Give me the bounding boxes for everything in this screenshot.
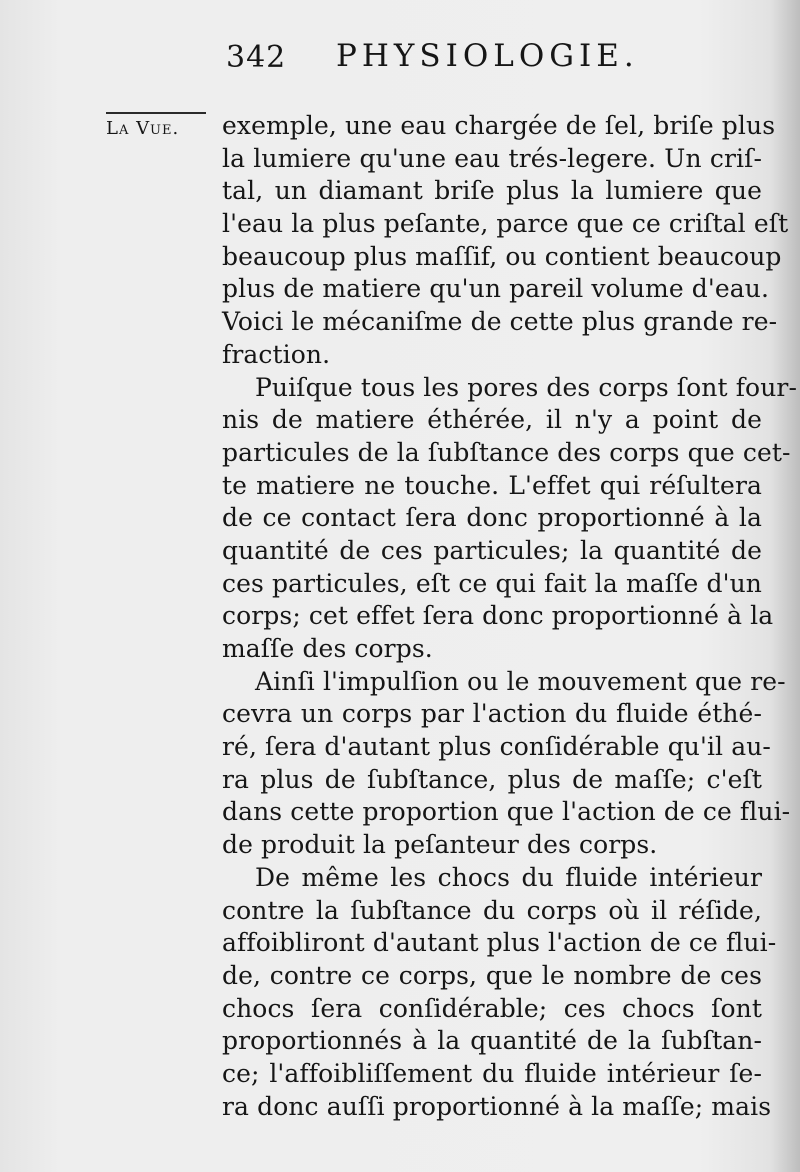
text-line: ré, ſera d'autant plus conſidérable qu'il au- — [222, 732, 771, 762]
text-line: nis de matiere éthérée, il n'y a point de — [222, 405, 762, 435]
body-text — [222, 110, 797, 1123]
text-line: exemple, une eau chargée de ſel, briſe plus — [222, 111, 776, 140]
text-line: affoibliront d'autant plus l'action de ce flui- — [222, 928, 777, 958]
text-line: fraction. — [222, 339, 331, 369]
text-line: ce; l'affoibliſſement du fluide intérieur ſe- — [222, 1058, 762, 1088]
margin-note: La Vue. — [106, 118, 180, 139]
text-line: corps; cet effet ſera donc proportionné à la — [222, 601, 774, 631]
text-line: ra plus de ſubſtance, plus de maſſe; c'eſt — [222, 764, 762, 794]
text-line: contre la ſubſtance du corps où il réſide, — [222, 895, 762, 925]
running-title: PHYSIOLOGIE. — [336, 38, 639, 74]
text-line: Voici le mécaniſme de cette plus grande re- — [222, 307, 778, 337]
text-line: de produit la peſanteur des corps. — [222, 830, 658, 860]
text-line: cevra un corps par l'action du fluide éthé- — [222, 699, 762, 729]
text-line: ces particules, eſt ce qui fait la maſſe d'un — [222, 568, 762, 598]
text-line: tal, un diamant briſe plus la lumiere que — [222, 176, 762, 206]
text-line: chocs ſera conſidérable; ces chocs ſont — [222, 993, 762, 1023]
text-line: ra donc auſſi proportionné à la maſſe; mais — [222, 1091, 772, 1121]
page-number: 342 — [226, 40, 287, 75]
page-header — [222, 32, 762, 82]
text-line: la lumiere qu'une eau trés-legere. Un criſ- — [222, 143, 762, 173]
text-line: maſſe des corps. — [222, 634, 433, 663]
text-line: te matiere ne touche. L'effet qui réſultera — [222, 470, 762, 500]
text-line: Puiſque tous les pores des corps ſont four- — [255, 372, 797, 402]
text-line: l'eau la plus peſante, parce que ce criſtal eſt — [222, 209, 789, 239]
text-line: de, contre ce corps, que le nombre de ces — [222, 960, 762, 990]
text-line: De même les chocs du fluide intérieur — [255, 862, 762, 892]
text-line: dans cette proportion que l'action de ce flui- — [222, 797, 791, 827]
text-line: Ainſi l'impulſion ou le mouvement que re- — [255, 666, 786, 696]
text-line: quantité de ces particules; la quantité de — [222, 535, 762, 565]
text-line: de ce contact ſera donc proportionné à la — [222, 503, 762, 533]
text-line: proportionnés à la quantité de la ſubſtan- — [222, 1026, 762, 1056]
margin-rule — [106, 112, 206, 114]
text-line: plus de matiere qu'un pareil volume d'eau. — [222, 274, 770, 304]
text-line: particules de la ſubſtance des corps que cet- — [222, 437, 791, 467]
text-line: beaucoup plus maſſif, ou contient beaucoup — [222, 241, 782, 271]
